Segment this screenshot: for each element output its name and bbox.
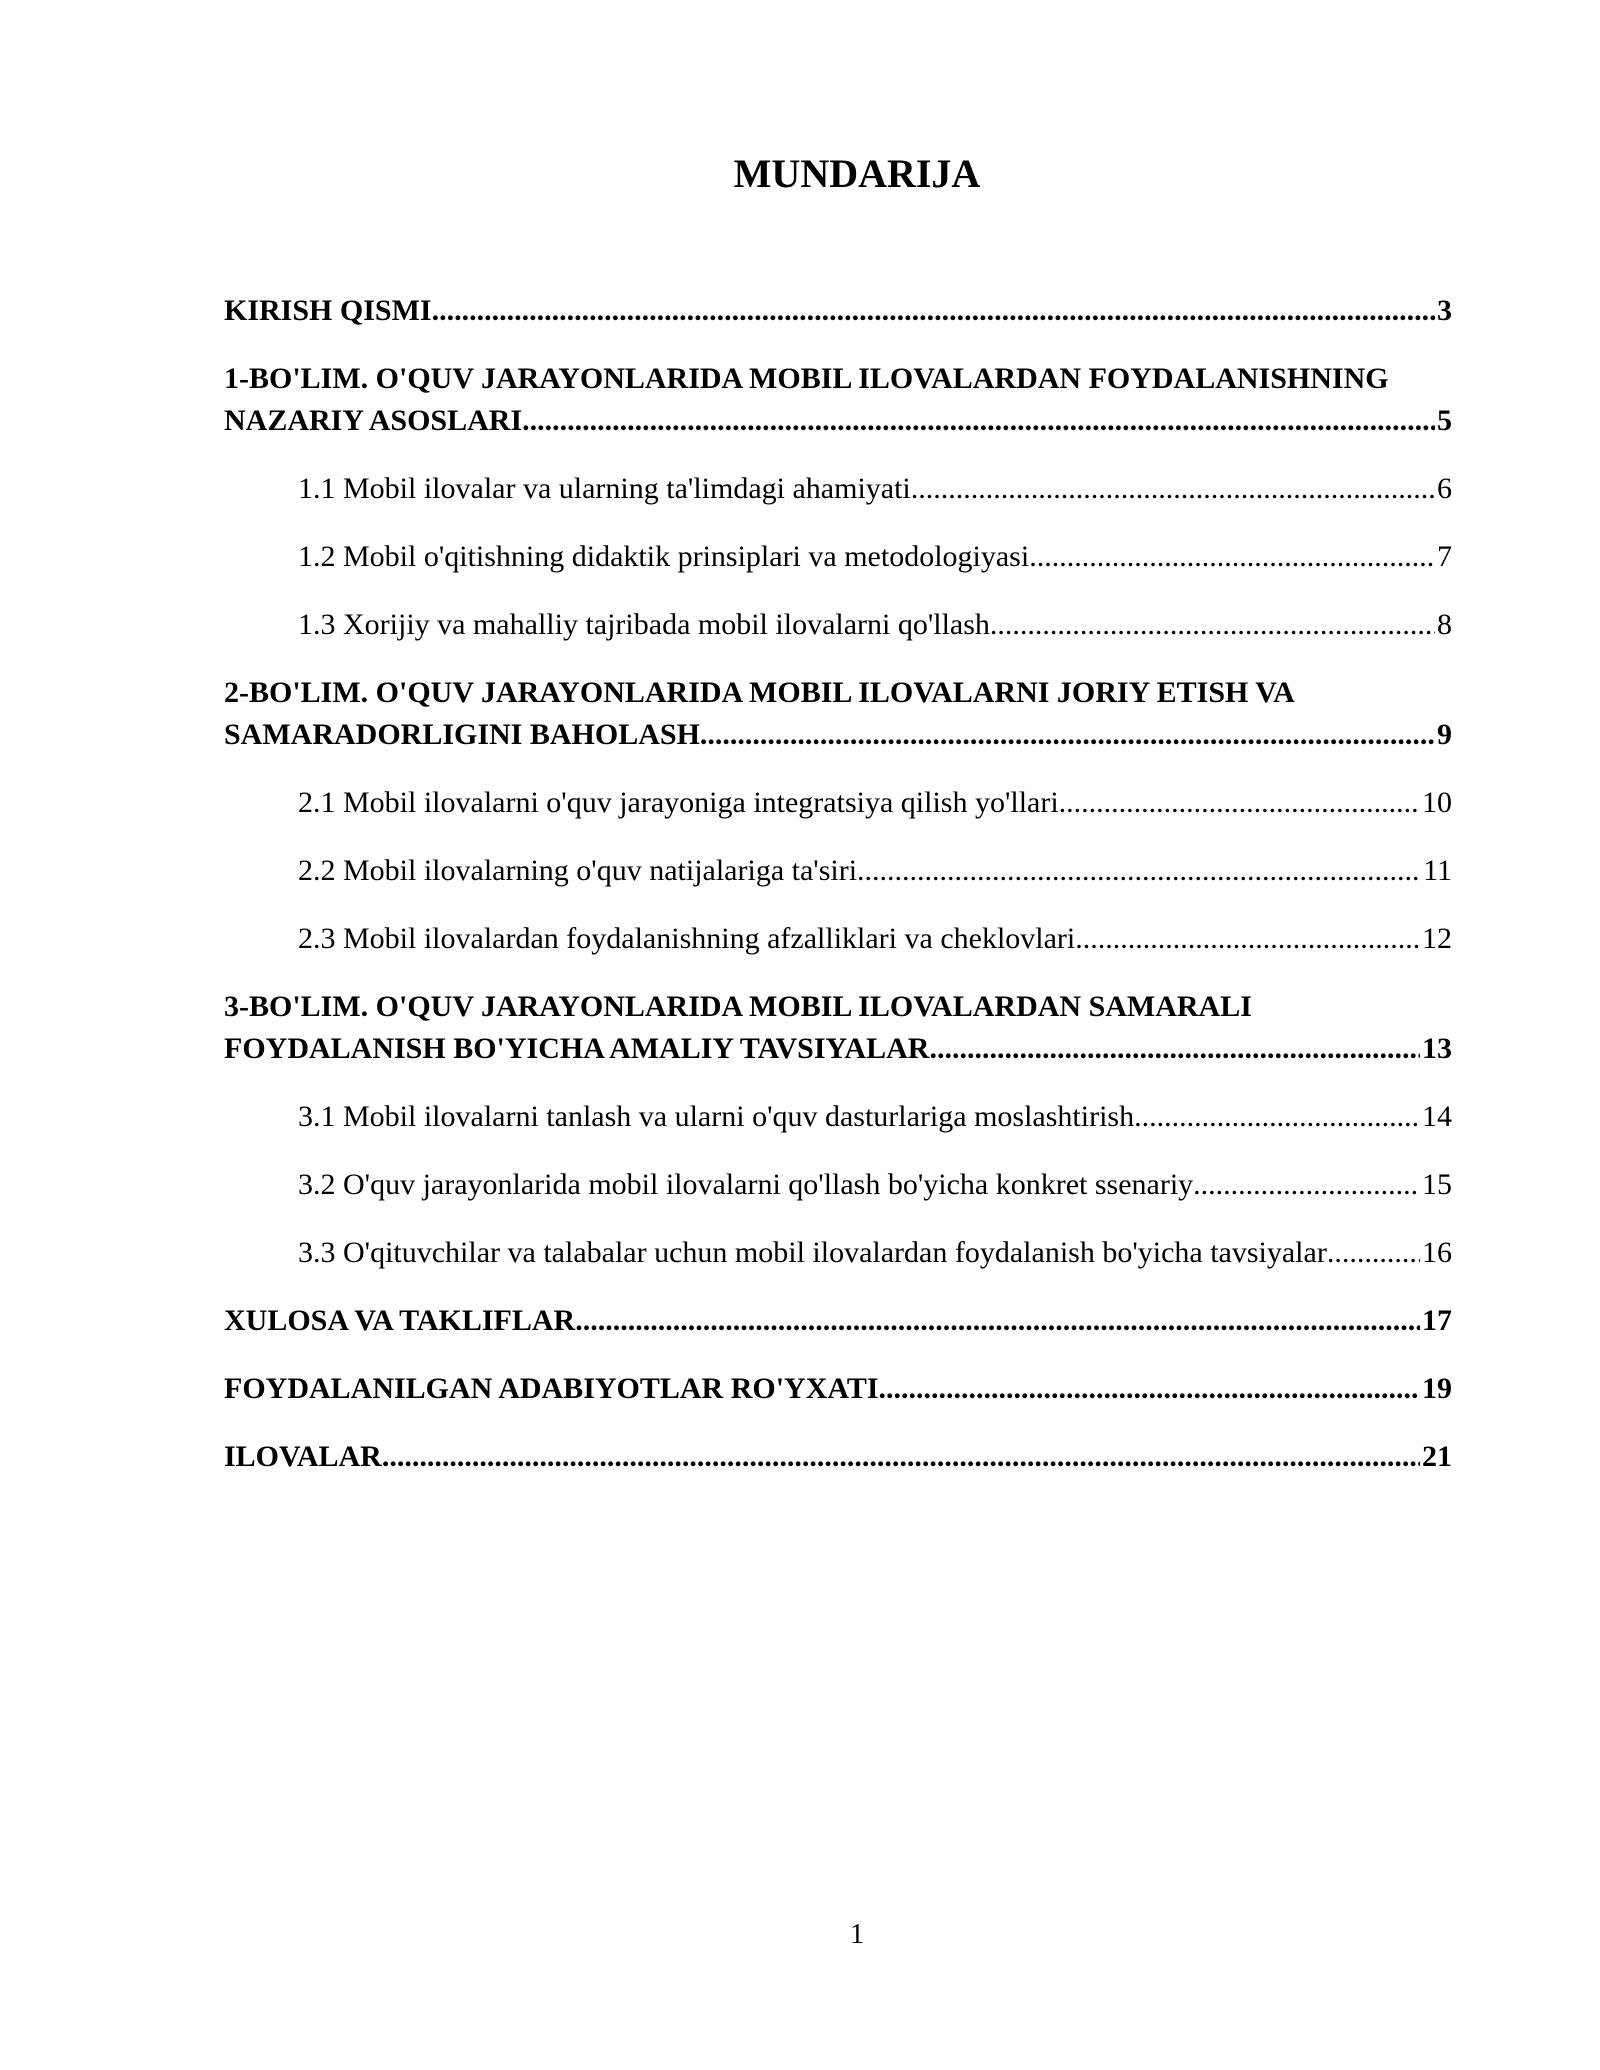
dot-leader: [857, 850, 1421, 892]
toc-entry-page: 13: [1422, 1032, 1452, 1065]
toc-entry-page: 15: [1422, 1168, 1452, 1201]
dot-leader: [522, 400, 1435, 442]
toc-entry-heading-line: 2-BO'LIM. O'QUV JARAYONLARIDA MOBIL ILOVALARNI JORIY ETISH VA: [224, 676, 1295, 709]
toc-entry-heading-line: 3-BO'LIM. O'QUV JARAYONLARIDA MOBIL ILOVALARDAN SAMARALI: [224, 990, 1252, 1023]
toc-entry-line: [298, 850, 1452, 892]
toc-entry-text: 2.2 Mobil ilovalarning o'quv natijalariga ta'siri: [298, 854, 858, 887]
toc-entry-text: 3.1 Mobil ilovalarni tanlash va ularni o'quv dasturlariga moslashtirish: [298, 1100, 1135, 1133]
dot-leader: [575, 1300, 1420, 1342]
toc-entry[interactable]: [224, 468, 1452, 510]
dot-leader: [929, 1028, 1420, 1070]
toc-entry-line: [298, 468, 1452, 510]
toc-entry-page: 8: [1437, 608, 1452, 641]
toc-entry-text: 2.3 Mobil ilovalardan foydalanishning afzalliklari va cheklovlari: [298, 922, 1076, 955]
dot-leader: [1075, 918, 1420, 960]
dot-leader: [382, 1436, 1420, 1478]
toc-entry-page: 6: [1437, 472, 1452, 505]
toc-entry-page: 19: [1422, 1372, 1452, 1405]
toc-entry-text: NAZARIY ASOSLARI: [224, 404, 523, 437]
toc-entry-page: 12: [1422, 922, 1452, 955]
dot-leader: [1134, 1096, 1420, 1138]
table-of-contents: [224, 290, 1452, 1478]
dot-leader: [1059, 782, 1420, 824]
toc-entry[interactable]: [224, 1436, 1452, 1478]
toc-entry[interactable]: [224, 1368, 1452, 1410]
toc-entry-line: [224, 714, 1452, 756]
toc-entry-page: 21: [1422, 1440, 1452, 1473]
toc-entry-line: [224, 1300, 1452, 1342]
toc-entry[interactable]: [224, 1232, 1452, 1274]
toc-entry-line: [298, 1232, 1452, 1274]
toc-entry-page: 7: [1437, 540, 1452, 573]
toc-entry-text: 1.2 Mobil o'qitishning didaktik prinsiplari va metodologiyasi: [298, 540, 1030, 573]
dot-leader: [1327, 1232, 1420, 1274]
toc-entry[interactable]: [224, 1164, 1452, 1206]
toc-entry[interactable]: [224, 672, 1452, 756]
toc-entry-text: 3.3 O'qituvchilar va talabalar uchun mobil ilovalardan foydalanish bo'yicha tavsiyalar: [298, 1236, 1327, 1269]
toc-entry-line: [224, 400, 1452, 442]
toc-entry-page: 17: [1422, 1304, 1452, 1337]
toc-entry[interactable]: [224, 782, 1452, 824]
dot-leader: [911, 468, 1435, 510]
dot-leader: [432, 290, 1435, 332]
toc-entry-text: 2.1 Mobil ilovalarni o'quv jarayoniga integratsiya qilish yo'llari: [298, 786, 1059, 819]
dot-leader: [990, 604, 1435, 646]
toc-entry[interactable]: [224, 604, 1452, 646]
toc-entry[interactable]: [224, 290, 1452, 332]
page-number: 1: [850, 1919, 864, 1950]
toc-entry-heading-line: 1-BO'LIM. O'QUV JARAYONLARIDA MOBIL ILOVALARDAN FOYDALANISHNING: [224, 362, 1389, 395]
toc-entry-text: 1.1 Mobil ilovalar va ularning ta'limdagi ahamiyati: [298, 472, 911, 505]
toc-entry[interactable]: [224, 358, 1452, 442]
dot-leader: [700, 714, 1435, 756]
toc-entry[interactable]: [224, 536, 1452, 578]
toc-entry-line: [298, 782, 1452, 824]
toc-entry-line: [298, 918, 1452, 960]
toc-entry-text: FOYDALANILGAN ADABIYOTLAR RO'YXATI: [224, 1372, 879, 1405]
toc-entry-line: [224, 1368, 1452, 1410]
toc-entry-text: ILOVALAR: [224, 1440, 382, 1473]
toc-entry[interactable]: [224, 850, 1452, 892]
dot-leader: [879, 1368, 1420, 1410]
toc-entry-line: [298, 1164, 1452, 1206]
toc-entry[interactable]: [224, 986, 1452, 1070]
toc-entry-page: 11: [1423, 854, 1452, 887]
toc-entry-page: 3: [1437, 294, 1452, 327]
toc-entry-line: [224, 290, 1452, 332]
toc-entry-page: 10: [1422, 786, 1452, 819]
toc-entry-page: 14: [1422, 1100, 1452, 1133]
page-title: MUNDARIJA: [733, 151, 981, 196]
toc-entry-line: [224, 1028, 1452, 1070]
toc-entry-text: XULOSA VA TAKLIFLAR: [224, 1304, 576, 1337]
toc-entry-text: 1.3 Xorijiy va mahalliy tajribada mobil ilovalarni qo'llash: [298, 608, 990, 641]
toc-entry-page: 16: [1422, 1236, 1452, 1269]
toc-entry-text: KIRISH QISMI: [224, 294, 432, 327]
toc-entry-line: [224, 1436, 1452, 1478]
dot-leader: [1193, 1164, 1420, 1206]
toc-entry-line: [298, 604, 1452, 646]
toc-entry-page: 9: [1437, 718, 1452, 751]
toc-entry[interactable]: [224, 918, 1452, 960]
toc-entry-text: FOYDALANISH BO'YICHA AMALIY TAVSIYALAR: [224, 1032, 930, 1065]
dot-leader: [1029, 536, 1435, 578]
toc-entry[interactable]: [224, 1096, 1452, 1138]
toc-entry[interactable]: [224, 1300, 1452, 1342]
toc-entry-text: SAMARADORLIGINI BAHOLASH: [224, 718, 700, 751]
toc-entry-line: [298, 1096, 1452, 1138]
toc-entry-page: 5: [1437, 404, 1452, 437]
toc-entry-text: 3.2 O'quv jarayonlarida mobil ilovalarni qo'llash bo'yicha konkret ssenariy: [298, 1168, 1194, 1201]
toc-entry-line: [298, 536, 1452, 578]
